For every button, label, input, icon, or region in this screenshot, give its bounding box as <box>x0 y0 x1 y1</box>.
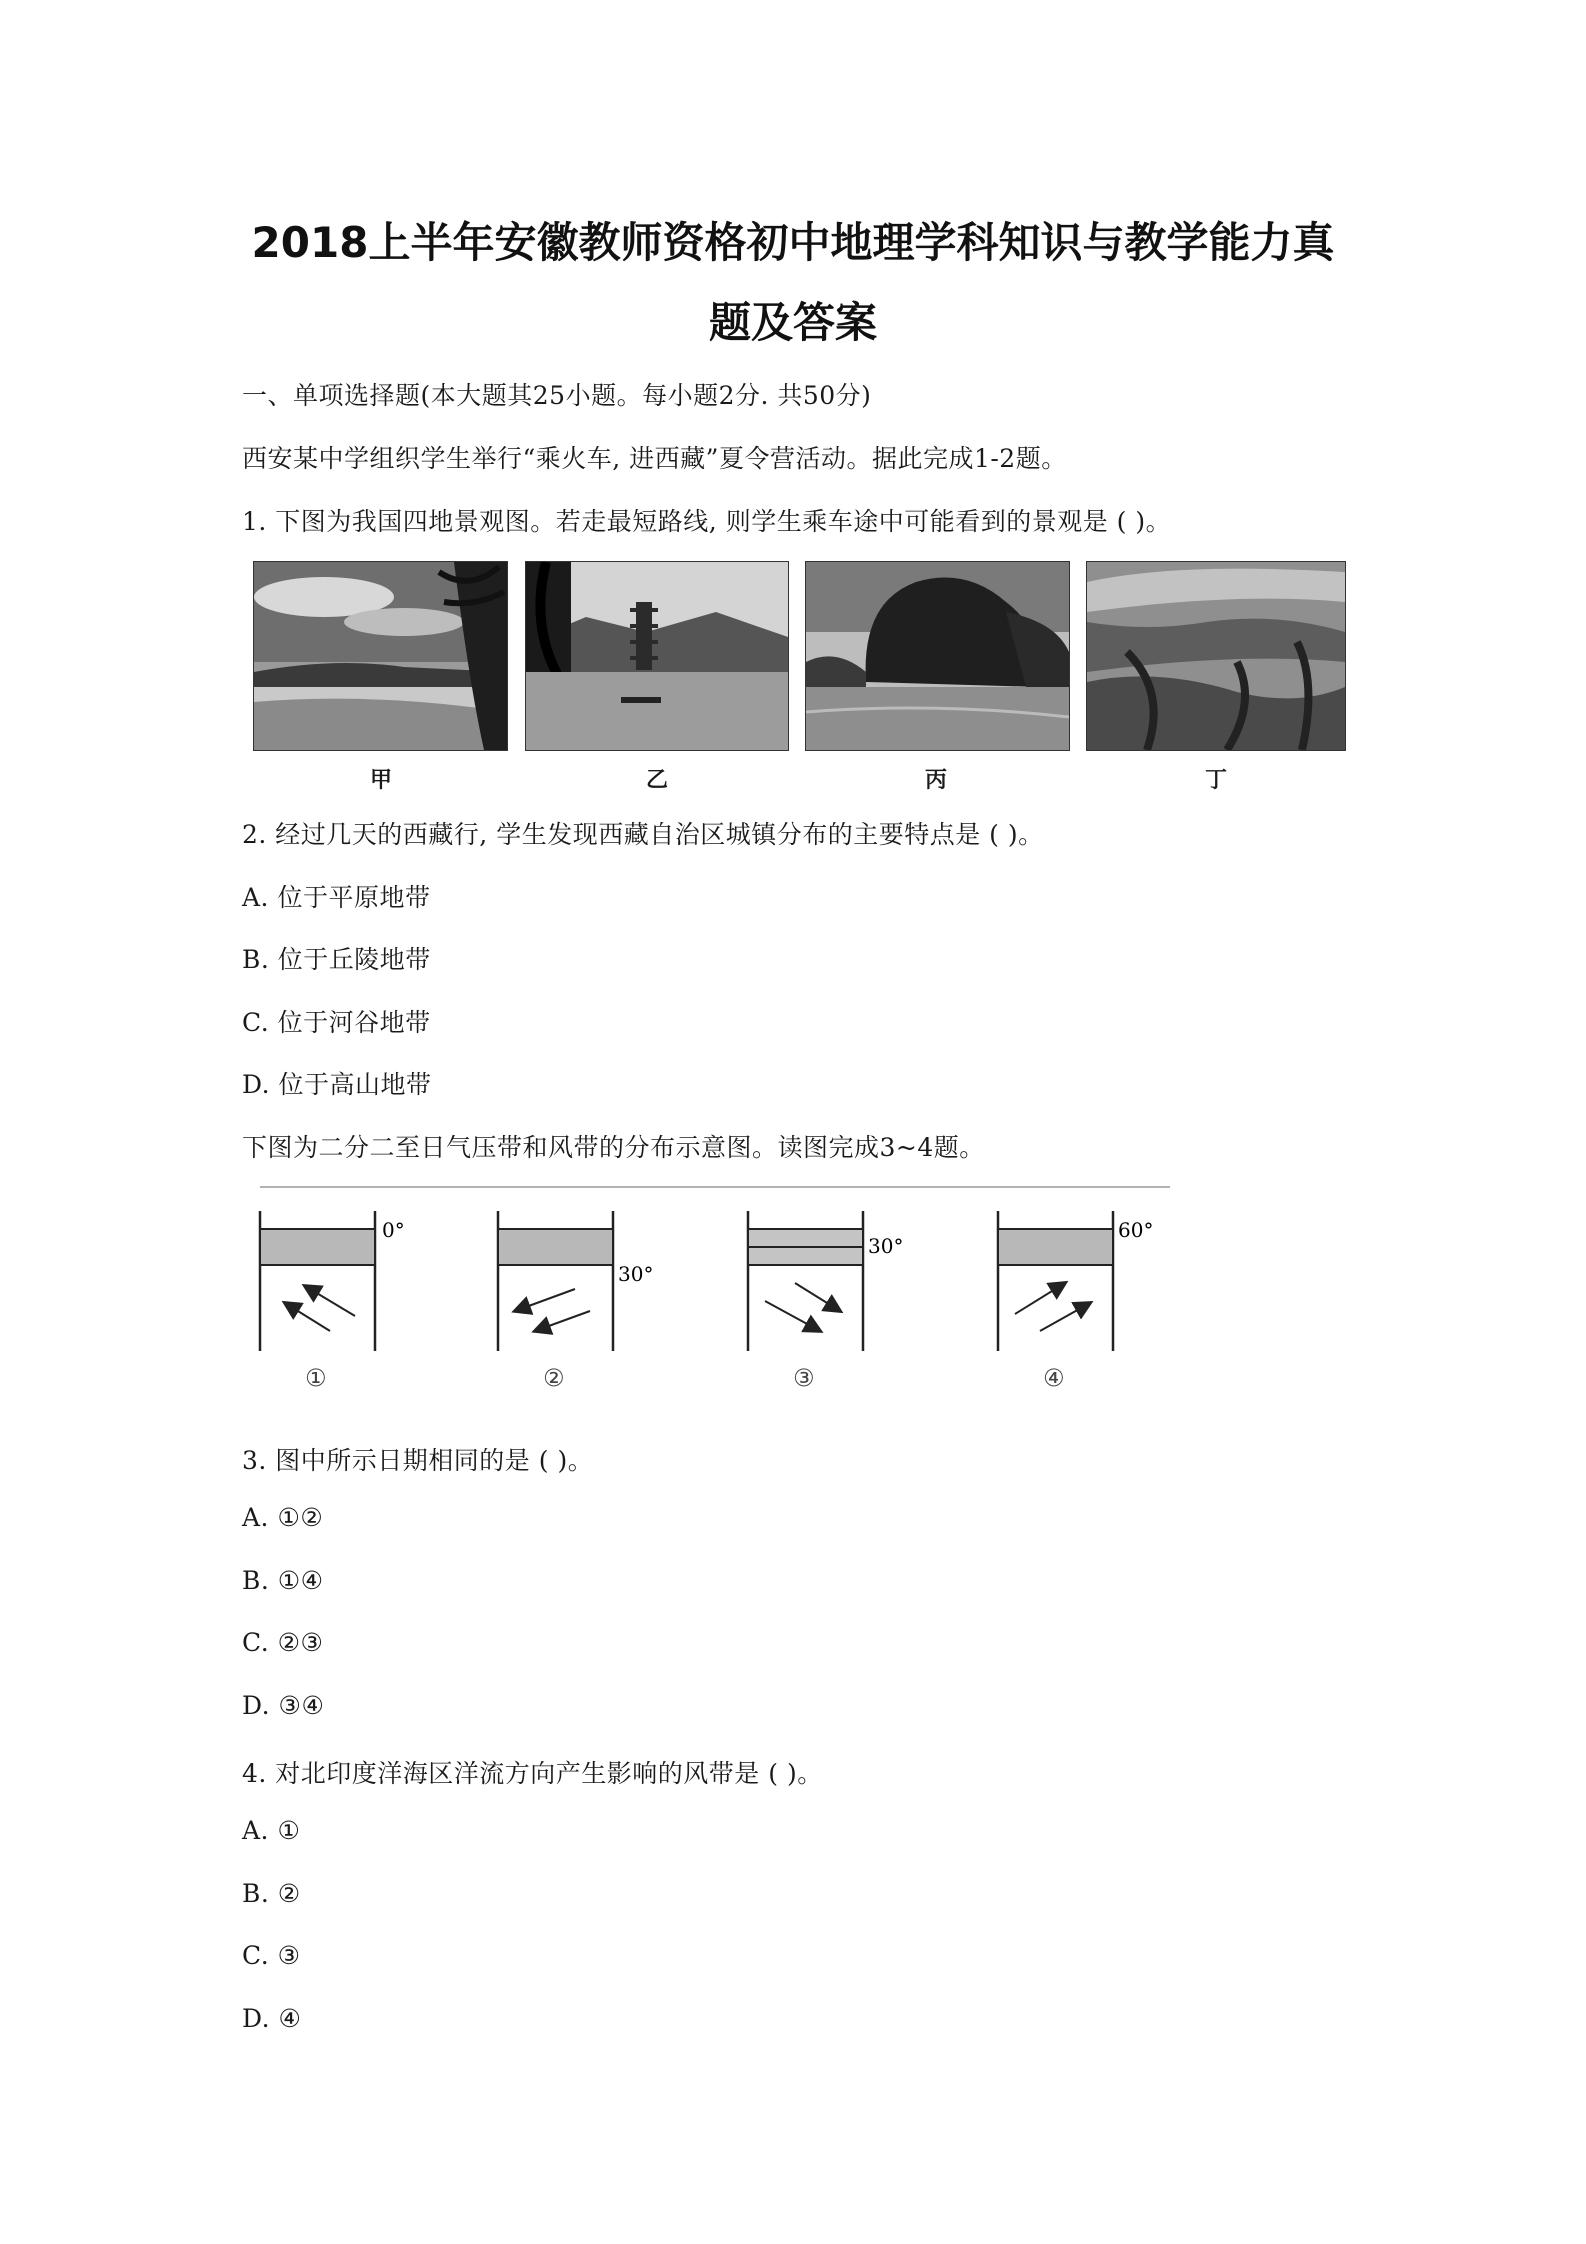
q2-option-b: B. 位于丘陵地带 <box>242 945 431 974</box>
beach-landscape-image <box>254 562 507 750</box>
q4-option-b: B. ② <box>242 1879 301 1908</box>
section-heading: 一、单项选择题(本大题其25小题。每小题2分. 共50分) <box>242 381 872 410</box>
wind-belt-diagram <box>255 1181 1175 1401</box>
panel-4-latitude: 60° <box>1118 1218 1154 1242</box>
document-title-line2: 题及答案 <box>708 298 877 347</box>
intro-q1-2: 西安某中学组织学生举行“乘火车, 进西藏”夏令营活动。据此完成1-2题。 <box>242 444 1067 473</box>
q4-option-d: D. ④ <box>242 2004 302 2033</box>
q3-option-d: D. ③④ <box>242 1691 325 1720</box>
q2-stem: 2. 经过几天的西藏行, 学生发现西藏自治区城镇分布的主要特点是 ( )。 <box>242 820 1044 849</box>
panel-3-latitude: 30° <box>868 1234 904 1258</box>
wind-panel-4 <box>998 1211 1153 1392</box>
q3-stem: 3. 图中所示日期相同的是 ( )。 <box>242 1446 594 1475</box>
q4-option-c: C. ③ <box>242 1941 301 1970</box>
q3-option-a: A. ①② <box>242 1503 324 1532</box>
document-title-line1: 2018上半年安徽教师资格初中地理学科知识与教学能力真 <box>251 218 1335 267</box>
q3-option-b: B. ①④ <box>242 1566 324 1595</box>
photo-caption-yi: 乙 <box>646 768 669 793</box>
q4-option-a: A. ① <box>242 1816 301 1845</box>
photo-jia <box>253 561 508 751</box>
loess-plateau-image <box>1087 562 1345 750</box>
q2-option-c: C. 位于河谷地带 <box>242 1008 431 1037</box>
panel-1-number: ① <box>305 1364 327 1392</box>
photo-caption-jia: 甲 <box>370 768 393 793</box>
panel-1-latitude: 0° <box>382 1218 405 1242</box>
panel-4-number: ④ <box>1043 1364 1065 1392</box>
wind-panel-2 <box>498 1211 653 1392</box>
panel-2-number: ② <box>543 1364 565 1392</box>
q2-option-d: D. 位于高山地带 <box>242 1070 432 1099</box>
karst-river-image <box>806 562 1069 750</box>
q2-option-a: A. 位于平原地带 <box>242 883 431 912</box>
photo-caption-ding: 丁 <box>1205 768 1228 793</box>
q3-option-c: C. ②③ <box>242 1628 324 1657</box>
panel-2-latitude: 30° <box>618 1262 654 1286</box>
photo-caption-bing: 丙 <box>925 768 948 793</box>
wind-panel-1 <box>260 1211 405 1392</box>
pagoda-lake-image <box>526 562 788 750</box>
panel-3-number: ③ <box>793 1364 815 1392</box>
intro-q3-4: 下图为二分二至日气压带和风带的分布示意图。读图完成3~4题。 <box>242 1133 985 1162</box>
q1-stem: 1. 下图为我国四地景观图。若走最短路线, 则学生乘车途中可能看到的景观是 ( )。 <box>242 507 1172 536</box>
photo-bing <box>805 561 1070 751</box>
photo-yi <box>525 561 789 751</box>
photo-ding <box>1086 561 1346 751</box>
q4-stem: 4. 对北印度洋海区洋流方向产生影响的风带是 ( )。 <box>242 1759 823 1788</box>
wind-panel-3 <box>748 1211 903 1392</box>
